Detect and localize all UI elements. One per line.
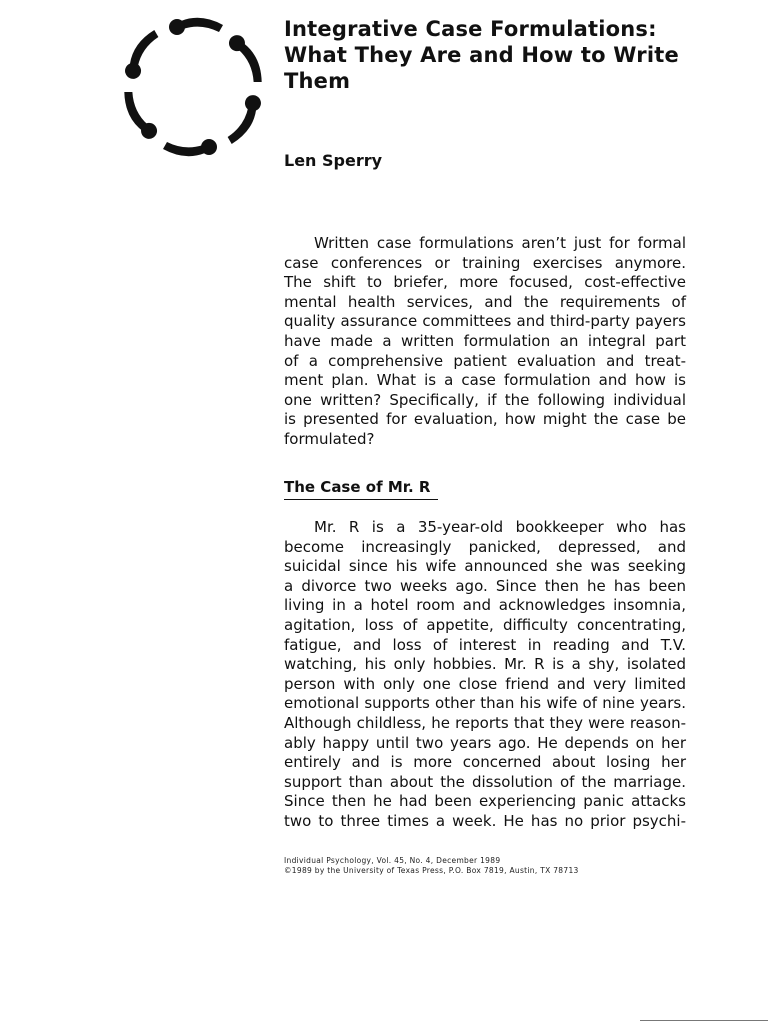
text-line: become increasingly panicked, depressed, and (284, 537, 686, 556)
author-name: Len Sperry (284, 151, 383, 170)
text-line: watching, his only hobbies. Mr. R is a shy, isolated (284, 655, 686, 674)
text-line: quality assurance committees and third-party payers (284, 312, 686, 331)
text-line: fatigue, and loss of interest in reading and T.V. (284, 635, 686, 654)
text-line: a divorce two weeks ago. Since then he has been (284, 576, 686, 595)
text-line: Written case formulations aren’t just for formal (314, 234, 686, 252)
text-line: two to three times a week. He has no prior psychi- (284, 811, 686, 830)
publication-footer (284, 856, 579, 876)
text-line: case conferences or training exercises anymore. (284, 253, 686, 272)
page-edge-rule (640, 1020, 768, 1021)
text-line: support than about the dissolution of the marriage. (284, 772, 686, 791)
text-line: suicidal since his wife announced she was seeking (284, 557, 686, 576)
text-line: have made a written formulation an integral part (284, 331, 686, 350)
text-line: Mr. R is a 35-year-old bookkeeper who has (314, 518, 686, 536)
section-heading: The Case of Mr. R (284, 478, 438, 500)
text-line: emotional supports other than his wife of nine years. (284, 694, 686, 713)
text-line: living in a hotel room and acknowledges insomnia, (284, 596, 686, 615)
text-line: is presented for evaluation, how might the case be (284, 410, 686, 429)
text-line: The shift to briefer, more focused, cost-effective (284, 273, 686, 292)
title-line: Them (284, 69, 351, 93)
text-line: of a comprehensive patient evaluation and treat- (284, 351, 686, 370)
abstract-paragraph (284, 234, 686, 450)
text-line: Although childless, he reports that they were reason- (284, 713, 686, 732)
text-line: agitation, loss of appetite, difficulty concentrating, (284, 615, 686, 634)
text-line: ment plan. What is a case formulation and how is (284, 371, 686, 390)
copyright-notice: ©1989 by the University of Texas Press, P.O. Box 7819, Austin, TX 78713 (284, 866, 579, 875)
text-line: one written? Specifically, if the following individual (284, 390, 686, 409)
text-line: person with only one close friend and very limited (284, 674, 686, 693)
text-line: mental health services, and the requirements of (284, 292, 686, 311)
title-line: What They Are and How to Write (284, 43, 679, 67)
case-paragraph (284, 518, 686, 832)
journal-citation: Individual Psychology, Vol. 45, No. 4, December 1989 (284, 856, 501, 865)
journal-logo-icon (118, 14, 268, 160)
text-line: Since then he had been experiencing panic attacks (284, 792, 686, 811)
text-line: formulated? (284, 429, 375, 448)
text-line: entirely and is more concerned about losing her (284, 753, 686, 772)
article-title (284, 16, 724, 94)
text-line: ably happy until two years ago. He depends on her (284, 733, 686, 752)
title-line: Integrative Case Formulations: (284, 17, 657, 41)
